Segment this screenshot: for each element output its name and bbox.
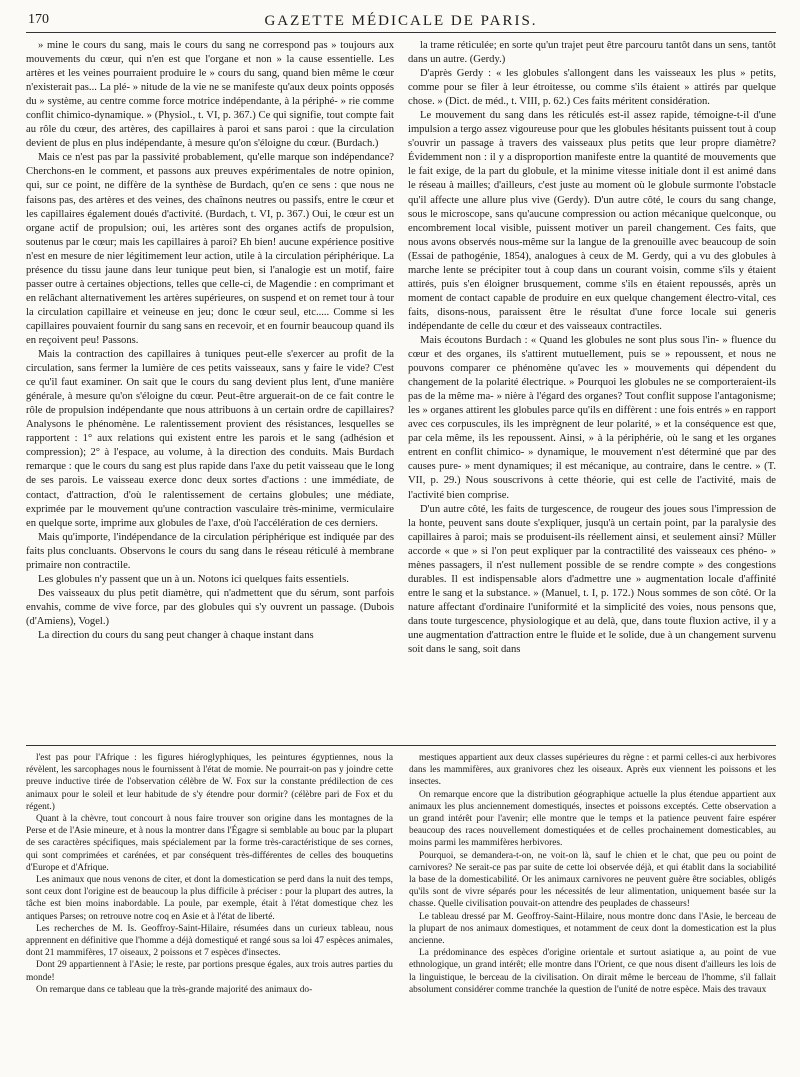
feuilleton-article	[26, 752, 776, 1072]
paragraph: D'après Gerdy : « les globules s'allongent dans les vaisseaux les plus » petits, comme pour se filer à leur étroitesse, ou comme s'ils étaient » attirés par quelque chose. » (Dict. de méd., t. VIII, p. 62.) Ces faits méritent considération.	[408, 68, 776, 108]
paragraph: la trame réticulée; en sorte qu'un trajet peut être parcouru tantôt dans un sens, tantôt dans un autre. (Gerdy.)	[408, 40, 776, 66]
lower-left-column	[26, 752, 393, 1072]
journal-title: GAZETTE MÉDICALE DE PARIS.	[264, 13, 538, 29]
paragraph: Les animaux que nous venons de citer, et dont la domestication se perd dans la nuit des temps, sont ceux dont l'origine est de beaucoup la plus difficile à préciser : pour la plupart des autres, la tâche est bien moins inabordable. La poule, par exemple, était à l'état domestique chez les antiques Parses; on retrouve notre coq en Asie et à l'état de liberté.	[26, 875, 393, 922]
paragraph: Le tableau dressé par M. Geoffroy-Saint-Hilaire, nous montre donc dans l'Asie, le berceau de la plupart de nos animaux domestiques, et notamment de ceux dont la domestication est la plus ancienne.	[409, 911, 776, 947]
paragraph: D'un autre côté, les faits de turgescence, de rougeur des joues sous l'impression de la honte, peuvent sans doute s'expliquer, jusqu'à un certain point, par la paralysie des capillaires à paroi; mais se produisent-ils réellement ainsi, et seulement ainsi? Müller accorde « que » si l'on peut expliquer par la contractilité des vaisseaux ces phéno- » mènes passagers, il n'est nullement possible de se rendre compte » des congestions durables. Il est indispensable alors d'admettre une » augmentation locale d'affinité entre le sang et la substance. » (Manuel, t. I, p. 172.) Nous sommes de son côté. Or la nature affectant d'ordinaire l'uniformité et la simplicité des voies, nous pensons que, dans toute turgescence, physiologique et au delà, que, dans toute fluxion active, il y a une augmentation d'attraction entre le fluide et le solide, due à un changement survenu soit dans le sang, soit dans	[408, 503, 776, 656]
paragraph: Mais ce n'est pas par la passivité probablement, qu'elle marque son indépendance? Cherchons-en le comment, et passons aux preuves expérimentales de notre opinion, qui, sur ce point, ne diffère de la synthèse de Burdach, qu'en ce sens : que nous ne faisons pas, des artères et des veines, des chaînons neutres ou passifs, entre le cœur et les capillaires également doués d'activité. (Burdach, t. VI, p. 367.) Oui, le cœur est un organe actif de propulsion; oui, les artères sont des organes actifs de propulsion, soutenus par le cœur; mais les capillaires à paroi? Eh bien! aucune expérience positive n'est en mesure de nier légitimement leur action, utile à la circulation périphérique. La présence du tissu jaune dans leur tunique peut bien, si l'analogie est un motif, faire passer outre à certaines objections, telles que celle-ci, de Magendie : en comprimant et en relâchant alternativement les artères supérieures, on suspend et on remet tour à tour la circulation capillaire et veineuse en jeu; donc le cœur seul, etc..... Comme si les capillaires pouvaient fournir du sang sans en recevoir, et en fournir beaucoup quand ils en reçoivent peu! Passons.	[26, 152, 394, 346]
paragraph: On remarque dans ce tableau que la très-grande majorité des animaux do-	[36, 984, 313, 995]
paragraph: On remarque encore que la distribution géographique actuelle la plus étendue appartient aux animaux les plus anciennement domestiqués, insectes et poissons exceptés. Cette observation a un grand intérêt pour l'avenir; elle montre que le temps et la patience peuvent faire espérer beaucoup des races nouvellement domestiquées et de celles prochainement domesticables, au moins parmi les mammifères herbivores.	[409, 789, 776, 849]
paragraph: Les recherches de M. Is. Geoffroy-Saint-Hilaire, résumées dans un curieux tableau, nous apprennent en définitive que l'homme a déjà domestiqué et rangé sous sa loi 47 espèces animales, dont 21 mammifères, 17 oiseaux, 2 poissons et 7 espèces d'insectes.	[26, 923, 393, 959]
lower-right-column	[409, 752, 776, 1072]
paragraph: Mais qu'importe, l'indépendance de la circulation périphérique est indiquée par des faits plus concluants. Observons le cours du sang dans le réseau réticulé à membrane primaire non contractile.	[26, 531, 394, 571]
paragraph: Mais écoutons Burdach : « Quand les globules ne sont plus sous l'in- » fluence du cœur et des organes, ils s'attirent mutuellement, puis se » repoussent, et nous ne pouvons comparer ce phénomène qu'avec les » mouvements qui dépendent du changement de la polarité électrique. » Pourquoi les globules ne se comporteraient-ils pas de la même ma- » nière à l'égard des organes? Tout conflit suppose l'antagonisme; les » organes attirent les globules parce qu'ils en diffèrent : une fois entrés » en rapport avec ces corpuscules, ils les imprègnent de leur polarité, » et la conséquence est que, par cela même, ils les repoussent. Ainsi, » à la périphérie, où le sang et les organes entrent en conflit chimico- » dynamique, le mouvement n'est déterminé que par des causes pure- » ment dynamiques; il est mécanique, au contraire, dans le centre. » (T. VII, p. 29.) Nous souscrivons à cette théorie, qui est celle de l'activité, mais de l'activité bien comprise.	[408, 334, 776, 501]
paragraph: La prédominance des espèces d'origine orientale et surtout asiatique a, au point de vue ethnologique, un grand intérêt; elle montre dans l'Orient, ce que nous disent d'ailleurs les lois de la linguistique, le berceau de la civilisation. On dirait même le berceau de l'homme, s'il fallait absolument considérer comme tranchée la question de l'unité de notre espèce. Mais des travaux	[409, 948, 776, 995]
paragraph: Pourquoi, se demandera-t-on, ne voit-on là, sauf le chien et le chat, que peu ou point de carnivores? Ne serait-ce pas par suite de cette loi observée déjà, et qui établit dans la sociabilité la base de la domesticabilité. Or les animaux carnivores ne peuvent guère être sociables, obligés qu'ils sont de vivre séparés pour les nécessités de leur alimentation, uniquement basée sur la chasse. Quelle civilisation pouvait-on attendre des peuplades de chasseurs!	[409, 850, 776, 910]
section-divider	[26, 745, 776, 746]
page-header	[26, 10, 776, 33]
paragraph: Mais la contraction des capillaires à tuniques peut-elle s'exercer au profit de la circulation, sans fermer la lumière de ces petits vaisseaux, sans y faire le vide? C'est ce qu'il faut examiner. On sait que le cours du sang devient plus lent, d'une manière générale, à mesure qu'on s'éloigne du cœur. Peut-être arguerait-on de ce fait contre le rôle de propulsion indépendante que nous attribuons à un certain ordre de capillaires? Analysons le phénomène. Le ralentissement provient des résistances, lesquelles se rapportent : 1° aux relations qui existent entre les parois et le sang (adhésion et compression); 2° à l'espace, au volume, à la direction des conduits. Mais Burdach remarque : que le cours du sang est plus rapide dans l'axe du petit vaisseau que le long de ses parois. Le vaisseau exerce donc deux sortes d'actions : une immédiate, de contact, d'attraction, d'où le ralentissement de certains globules; une médiate, exprimée par le mouvement qu'une contraction vasculaire très-minime, vermiculaire en quelque sorte, imprime aux globules de l'axe, d'où l'accélération de ces derniers.	[26, 349, 394, 529]
paragraph: Quant à la chèvre, tout concourt à nous faire trouver son origine dans les montagnes de la Perse et de l'Asie mineure, et à nous la montrer dans l'Égagre si semblable au bouc par la plupart de ses caractères spécifiques, mais spécialement par la forme très-caractéristique de ses cornes, qui sont comprimées et carénées, et par conséquent très-différentes de celles des bouquetins d'Europe et d'Afrique.	[26, 814, 393, 873]
paragraph: Les globules n'y passent que un à un. Notons ici quelques faits essentiels.	[38, 573, 349, 585]
paragraph: Des vaisseaux du plus petit diamètre, qui n'admettent que du sérum, sont parfois envahis, comme de vive force, par des globules qui s'y ouvrent un passage. (Dubois (d'Amiens), Vogel.)	[26, 587, 394, 627]
main-article	[26, 39, 776, 739]
paragraph: mestiques appartient aux deux classes supérieures du règne : et parmi celles-ci aux herbivores dans les mammifères, aux granivores chez les oiseaux. Après eux viennent les poissons et les insectes.	[409, 753, 776, 788]
paragraph: l'est pas pour l'Afrique : les figures hiéroglyphiques, les peintures égyptiennes, nous la révèlent, les sarcophages nous le fournissent à l'état de momie. Ne pourrait-on pas y joindre cette preuve inductive tirée de l'observation célèbre de W. Fox sur la constante prédilection de ces animaux pour le soleil et leur habitude de s'y étendre pour dormir? (célèbre pari de Fox et du régent.)	[26, 753, 393, 812]
paragraph: La direction du cours du sang peut changer à chaque instant dans	[38, 629, 314, 641]
upper-right-column	[408, 39, 776, 739]
page-number: 170	[28, 12, 49, 27]
paragraph: Dont 29 appartiennent à l'Asie; le reste, par portions presque égales, aux trois autres parties du monde!	[26, 960, 393, 983]
paragraph: Le mouvement du sang dans les réticulés est-il assez rapide, témoigne-t-il d'une impulsion a tergo assez vigoureuse pour que les globules hésitants puissent tout à coup s'ouvrir un passage à travers des vaisseaux plus petits que leur propre diamètre? Évidemment non : il y a disproportion manifeste entre la quantité de mouvements que le fait exige, de la part du globule, et la minime vitesse initiale dont il est animé dans le réseau à mailles; d'ailleurs, c'est juste au moment où le globule surmonte l'obstacle qu'il affecte une allure plus vive (Gerdy). D'un autre côté, le cours du sang change, sous le microscope, sans qu'aucune compression ou action mécanique quelconque, ou encombrement local visible, puissent motiver un pareil changement. Ces faits, que nous avons observés nous-même sur la langue de la grenouille avec beaucoup de soin (Essai de pathogénie, 1854), analogues à ceux de M. Gerdy, qui a vu des globules à marche lente se précipiter tout à coup dans un courant voisin, comme s'ils y étaient attirés, puis s'en éloigner brusquement, comme s'ils en étaient repoussés, après un moment de contact capable de produire en eux quelque changement électro-vital, ces faits, disons-nous, paraissent être le résultat d'une force locale sui generis indépendante de celle du cœur et des vaisseaux contractiles.	[408, 110, 776, 332]
paragraph: » mine le cours du sang, mais le cours du sang ne correspond pas » toujours aux mouvements du cœur, qui n'en est que l'organe et non » la cause essentielle. Les artères et les veines pourraient produire le » cours du sang, quand bien même le cœur n'existerait pas... La plé- » nitude de la vie ne se manifeste qu'aux deux points opposés du » système, au centre comme force motrice indépendante, à la périphé- » rie comme conflit chimico-dynamique. » (Physiol., t. VI, p. 367.) Ce qui signifie, tout compte fait au rôle du cœur, des artères, des capillaires à paroi et sans paroi : que la circulation devient de plus en plus indépendante, à mesure qu'on s'éloigne du cœur. (Burdach.)	[26, 40, 394, 150]
upper-left-column	[26, 39, 394, 739]
